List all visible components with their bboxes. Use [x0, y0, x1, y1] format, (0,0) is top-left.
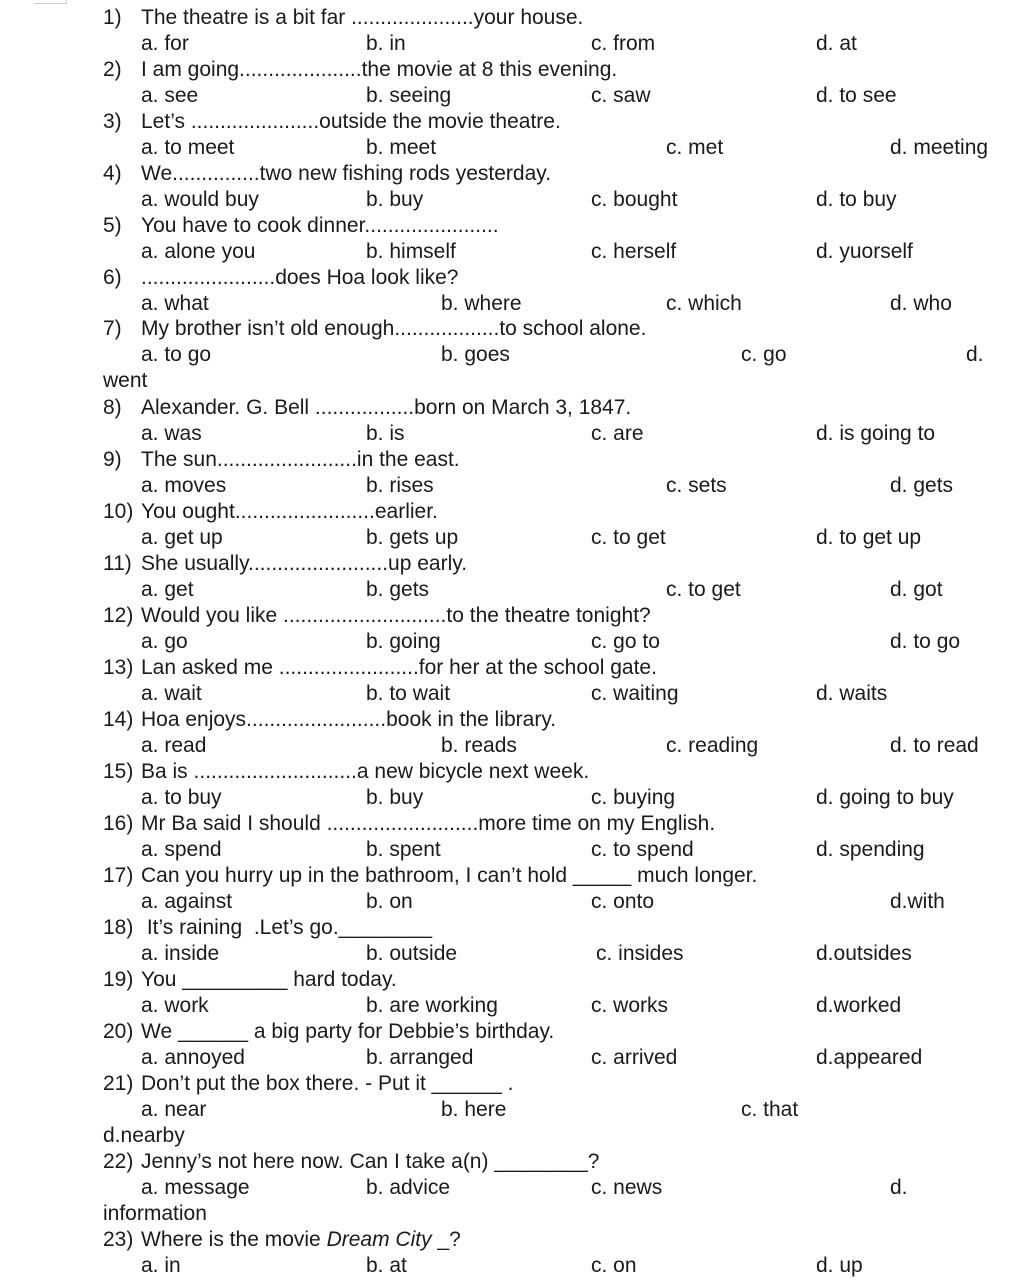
option-15a[interactable]: a. to buy — [141, 786, 222, 809]
option-22d-wrapped[interactable]: information — [103, 1202, 207, 1225]
question-number: 15) — [103, 760, 134, 783]
question-stem — [141, 499, 438, 525]
question-23 — [103, 1227, 461, 1253]
question-stem-text: You ought........................earlier. — [141, 500, 438, 523]
option-13a[interactable]: a. wait — [141, 682, 202, 705]
question-number: 9) — [103, 448, 122, 471]
option-13c[interactable]: c. waiting — [591, 682, 679, 705]
option-6b[interactable]: b. where — [441, 292, 522, 315]
option-16a[interactable]: a. spend — [141, 838, 222, 861]
question-number: 14) — [103, 708, 134, 731]
question-12 — [103, 603, 651, 629]
option-2c[interactable]: c. saw — [591, 84, 651, 107]
option-8b[interactable]: b. is — [366, 422, 405, 445]
question-1 — [103, 5, 584, 31]
option-17d[interactable]: d.with — [890, 890, 945, 913]
option-15b[interactable]: b. buy — [366, 786, 424, 809]
question-16 — [103, 811, 716, 837]
option-11d[interactable]: d. got — [890, 578, 943, 601]
option-19a[interactable]: a. work — [141, 994, 209, 1017]
option-18c[interactable]: c. insides — [596, 942, 684, 965]
option-4c[interactable]: c. bought — [591, 188, 678, 211]
question-number: 1) — [103, 6, 122, 29]
option-6c[interactable]: c. which — [666, 292, 742, 315]
question-number: 3) — [103, 110, 122, 133]
option-19d[interactable]: d.worked — [816, 994, 902, 1017]
question-number: 19) — [103, 968, 134, 991]
option-10d[interactable]: d. to get up — [816, 526, 922, 549]
question-stem-text: She usually........................up early. — [141, 552, 468, 575]
option-3d[interactable]: d. meeting — [890, 136, 989, 159]
question-stem — [141, 57, 617, 83]
question-18 — [103, 915, 433, 941]
option-12a[interactable]: a. go — [141, 630, 188, 653]
option-6d[interactable]: d. who — [890, 292, 952, 315]
option-23a[interactable]: a. in — [141, 1254, 181, 1277]
option-10a[interactable]: a. get up — [141, 526, 223, 549]
question-20 — [103, 1019, 555, 1045]
question-15 — [103, 759, 590, 785]
question-stem-text: Let’s ......................outside the movie theatre. — [141, 110, 561, 133]
question-number: 22) — [103, 1150, 134, 1173]
option-9d[interactable]: d. gets — [890, 474, 954, 497]
question-9 — [103, 447, 460, 473]
option-8d[interactable]: d. is going to — [816, 422, 936, 445]
option-20b[interactable]: b. arranged — [366, 1046, 474, 1069]
option-7c[interactable]: c. go — [741, 343, 787, 366]
option-2d[interactable]: d. to see — [816, 84, 897, 107]
option-5c[interactable]: c. herself — [591, 240, 677, 263]
option-14a[interactable]: a. read — [141, 734, 207, 757]
question-number: 11) — [103, 552, 132, 575]
question-8 — [103, 395, 632, 421]
option-11c[interactable]: c. to get — [666, 578, 741, 601]
question-stem-text: Jenny’s not here now. Can I take a(n) ________? — [141, 1150, 600, 1173]
option-19b[interactable]: b. are working — [366, 994, 498, 1017]
question-number: 4) — [103, 162, 122, 185]
question-stem — [141, 1227, 461, 1253]
question-stem-text: The sun........................in the east. — [141, 448, 460, 471]
option-14b[interactable]: b. reads — [441, 734, 517, 757]
question-stem — [141, 915, 432, 941]
option-22c[interactable]: c. news — [591, 1176, 663, 1199]
option-20a[interactable]: a. annoyed — [141, 1046, 245, 1069]
question-number: 12) — [103, 604, 134, 627]
option-17c[interactable]: c. onto — [591, 890, 655, 913]
option-21d-wrapped[interactable]: d.nearby — [103, 1124, 185, 1147]
option-23c[interactable]: c. on — [591, 1254, 637, 1277]
option-18b[interactable]: b. outside — [366, 942, 458, 965]
question-stem — [141, 551, 467, 577]
option-5b[interactable]: b. himself — [366, 240, 456, 263]
question-stem — [141, 447, 460, 473]
option-8a[interactable]: a. was — [141, 422, 202, 445]
option-3a[interactable]: a. to meet — [141, 136, 235, 159]
question-3 — [103, 109, 561, 135]
option-14d[interactable]: d. to read — [890, 734, 979, 757]
option-22b[interactable]: b. advice — [366, 1176, 451, 1199]
option-21b[interactable]: b. here — [441, 1098, 507, 1121]
question-stem-text: Hoa enjoys........................book in the library. — [141, 708, 557, 731]
movie-title: Dream City — [326, 1228, 432, 1251]
question-6 — [103, 265, 459, 291]
option-12b[interactable]: b. going — [366, 630, 441, 653]
option-2a[interactable]: a. see — [141, 84, 199, 107]
question-stem-text: My brother isn’t old enough..................to school alone. — [141, 317, 647, 340]
option-16c[interactable]: c. to spend — [591, 838, 694, 861]
question-stem — [141, 265, 458, 291]
option-11a[interactable]: a. get — [141, 578, 194, 601]
question-number: 8) — [103, 396, 122, 419]
question-7 — [103, 316, 647, 342]
option-6a[interactable]: a. what — [141, 292, 209, 315]
option-20d[interactable]: d.appeared — [816, 1046, 923, 1069]
question-4 — [103, 161, 552, 187]
option-17a[interactable]: a. against — [141, 890, 233, 913]
option-22d[interactable]: d. — [890, 1176, 908, 1199]
question-number: 13) — [103, 656, 134, 679]
question-stem-text: Mr Ba said I should ..........................more time on my English. — [141, 812, 716, 835]
question-stem-text: You _________ hard today. — [141, 968, 397, 991]
option-9c[interactable]: c. sets — [666, 474, 727, 497]
option-10c[interactable]: c. to get — [591, 526, 666, 549]
question-5 — [103, 213, 499, 239]
question-stem-text: We...............two new fishing rods yesterday. — [141, 162, 552, 185]
question-stem — [141, 316, 646, 342]
option-13b[interactable]: b. to wait — [366, 682, 451, 705]
option-15d[interactable]: d. going to buy — [816, 786, 954, 809]
question-number: 18) — [103, 916, 134, 939]
option-23b[interactable]: b. at — [366, 1254, 407, 1277]
question-17 — [103, 863, 758, 889]
question-stem — [141, 109, 561, 135]
option-21a[interactable]: a. near — [141, 1098, 207, 1121]
option-20c[interactable]: c. arrived — [591, 1046, 678, 1069]
question-stem — [141, 811, 715, 837]
option-4d[interactable]: d. to buy — [816, 188, 897, 211]
question-number: 2) — [103, 58, 122, 81]
question-11 — [103, 551, 468, 577]
question-stem-text: You have to cook dinner....................... — [141, 214, 499, 237]
question-stem — [141, 863, 757, 889]
question-stem-text: Where is the movie — [141, 1228, 327, 1251]
option-1b[interactable]: b. in — [366, 32, 406, 55]
option-3b[interactable]: b. meet — [366, 136, 437, 159]
question-number: 17) — [103, 864, 134, 887]
question-10 — [103, 499, 438, 525]
question-22 — [103, 1149, 600, 1175]
option-7d-wrapped[interactable]: went — [103, 369, 148, 392]
option-7b[interactable]: b. goes — [441, 343, 510, 366]
option-16b[interactable]: b. spent — [366, 838, 441, 861]
question-stem — [141, 1149, 599, 1175]
question-stem — [141, 5, 583, 31]
option-18a[interactable]: a. inside — [141, 942, 220, 965]
option-23d[interactable]: d. up — [816, 1254, 863, 1277]
question-stem-text: We ______ a big party for Debbie’s birthday. — [141, 1020, 555, 1043]
question-stem — [141, 707, 556, 733]
option-21c[interactable]: c. that — [741, 1098, 799, 1121]
question-13 — [103, 655, 657, 681]
option-12d[interactable]: d. to go — [890, 630, 961, 653]
question-stem — [141, 967, 397, 993]
question-stem — [141, 213, 499, 239]
question-stem-text: .......................does Hoa look like? — [141, 266, 459, 289]
question-stem-text: Alexander. G. Bell .................born on March 3, 1847. — [141, 396, 632, 419]
option-10b[interactable]: b. gets up — [366, 526, 459, 549]
option-13d[interactable]: d. waits — [816, 682, 888, 705]
option-18d[interactable]: d.outsides — [816, 942, 912, 965]
option-14c[interactable]: c. reading — [666, 734, 759, 757]
question-stem-end: _? — [431, 1228, 461, 1251]
question-number: 5) — [103, 214, 122, 237]
option-7a[interactable]: a. to go — [141, 343, 212, 366]
question-stem-text: The theatre is a bit far .....................your house. — [141, 6, 584, 29]
option-22a[interactable]: a. message — [141, 1176, 250, 1199]
question-stem-text: I am going.....................the movie at 8 this evening. — [141, 58, 618, 81]
question-number: 16) — [103, 812, 134, 835]
question-stem-text: Lan asked me ........................for her at the school gate. — [141, 656, 657, 679]
question-stem — [141, 1019, 554, 1045]
question-stem-text: Can you hurry up in the bathroom, I can’t hold _____ much longer. — [141, 864, 758, 887]
question-stem-text: Don’t put the box there. - Put it ______ . — [141, 1072, 514, 1095]
question-number: 23) — [103, 1228, 134, 1251]
option-9b[interactable]: b. rises — [366, 474, 434, 497]
option-1d[interactable]: d. at — [816, 32, 857, 55]
question-stem — [141, 161, 551, 187]
option-17b[interactable]: b. on — [366, 890, 413, 913]
option-7d[interactable]: d. — [966, 343, 984, 366]
option-12c[interactable]: c. go to — [591, 630, 660, 653]
option-19c[interactable]: c. works — [591, 994, 669, 1017]
option-16d[interactable]: d. spending — [816, 838, 925, 861]
question-stem — [141, 759, 589, 785]
question-stem-text: Would you like ............................to the theatre tonight? — [141, 604, 651, 627]
question-19 — [103, 967, 397, 993]
question-stem — [141, 603, 651, 629]
page-corner-mark — [34, 0, 67, 4]
option-4a[interactable]: a. would buy — [141, 188, 259, 211]
question-number: 21) — [103, 1072, 134, 1095]
question-stem — [141, 1071, 513, 1097]
option-9a[interactable]: a. moves — [141, 474, 227, 497]
option-8c[interactable]: c. are — [591, 422, 644, 445]
question-number: 10) — [103, 500, 134, 523]
question-stem — [141, 395, 631, 421]
option-1a[interactable]: a. for — [141, 32, 189, 55]
option-2b[interactable]: b. seeing — [366, 84, 452, 107]
option-1c[interactable]: c. from — [591, 32, 656, 55]
question-2 — [103, 57, 618, 83]
option-4b[interactable]: b. buy — [366, 188, 424, 211]
question-stem-text: Ba is ............................a new bicycle next week. — [141, 760, 590, 783]
question-stem — [141, 655, 657, 681]
question-14 — [103, 707, 557, 733]
question-number: 7) — [103, 317, 122, 340]
question-21 — [103, 1071, 514, 1097]
option-5a[interactable]: a. alone you — [141, 240, 256, 263]
option-11b[interactable]: b. gets — [366, 578, 430, 601]
option-5d[interactable]: d. yuorself — [816, 240, 913, 263]
option-15c[interactable]: c. buying — [591, 786, 676, 809]
option-3c[interactable]: c. met — [666, 136, 724, 159]
question-stem-text: It’s raining .Let’s go.________ — [141, 916, 433, 939]
question-number: 6) — [103, 266, 122, 289]
question-number: 20) — [103, 1020, 134, 1043]
